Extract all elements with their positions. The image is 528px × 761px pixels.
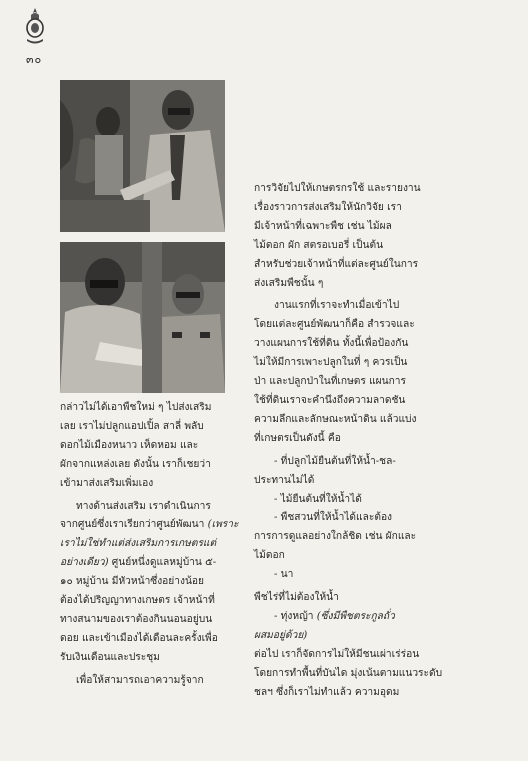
italic-note: ผสมอยู่ด้วย): [254, 629, 308, 641]
bullet-line: - นา: [274, 569, 294, 581]
italic-note: (เพราะ: [207, 519, 239, 531]
photo-middle: [60, 242, 225, 393]
text-line: ไม้ดอก ผัก สตรอเบอรี่ เป็นต้น: [254, 239, 384, 251]
bullet-line: ไม้ดอก: [254, 550, 285, 562]
text-line: วางแผนการใช้ที่ดิน ทั้งนี้เพื่อป้องกัน: [254, 338, 409, 350]
text-line: เลย เราไม่ปลูกแอปเปิ้ล สาลี่ พลับ: [60, 420, 204, 432]
text-line: ความลึกและลักษณะหน้าดิน แล้วแบ่ง: [254, 413, 417, 425]
text-line: ทางด้านส่งเสริม เราดำเนินการ: [76, 500, 211, 512]
text-line: โดยแต่ละศูนย์พัฒนาก็คือ สำรวจและ: [254, 319, 415, 331]
bullet-line: การการดูแลอย่างใกล้ชิด เช่น ผักและ: [254, 531, 417, 543]
text-line: โดยการทำพื้นที่บันได มุ่งเน้นตามแนวระดับ: [254, 667, 443, 679]
text-line: ใช้ที่ดินเราจะคำนึงถึงความลาดชัน: [254, 394, 406, 406]
bullet-line: - ไม้ยืนต้นที่ให้น้ำได้: [274, 493, 362, 505]
left-column-text: [60, 399, 240, 691]
bullet-line: - ที่ปลูกไม้ยืนต้นที่ให้น้ำ-ชล-: [274, 455, 396, 467]
text-line: ป่า และปลูกป่าในที่เกษตร แผนการ: [254, 376, 406, 388]
text-line: มีเจ้าหน้าที่เฉพาะพืช เช่น ไม้ผล: [254, 220, 392, 232]
text-line: ต้องได้ปริญญาทางเกษตร เจ้าหน้าที่: [60, 595, 215, 607]
italic-note: (ซึ่งมีพืชตระกูลถั่ว: [316, 610, 395, 622]
text-line: การวิจัยไปให้เกษตรกรใช้ และรายงาน: [254, 183, 421, 194]
bullet-line: - พืชสวนที่ให้น้ำได้และต้อง: [274, 512, 393, 524]
italic-note: เราไม่ใช่ทำแต่ส่งเสริมการเกษตรแต่: [60, 538, 217, 550]
bullet-line: - ทุ่งหญ้า: [274, 610, 314, 622]
text-line: เพื่อให้สามารถเอาความรู้จาก: [76, 674, 204, 686]
text-line: รับเงินเดือนและประชุม: [60, 651, 160, 663]
text-line: ทางสนามของเราต้องกินนอนอยู่บน: [60, 613, 213, 625]
text-line: ๑๐ หมู่บ้าน มีหัวหน้าซึ่งอย่างน้อย: [60, 576, 205, 588]
photo-top: [60, 80, 225, 232]
italic-note: อย่างเดียว): [60, 557, 109, 569]
text-line: ส่งเสริมพืชนั้น ๆ: [254, 277, 324, 289]
bullet-line: ประทานไม่ได้: [254, 474, 315, 486]
subheading: พืชไร่ที่ไม่ต้องให้น้ำ: [254, 592, 339, 604]
text-line: ชลฯ ซึ่งก็เราไม่ทำแล้ว ความอุดม: [254, 686, 400, 698]
text-line: เรื่องราวการส่งเสริมให้นักวิจัย เรา: [254, 201, 402, 213]
text-line: ไม่ให้มีการเพาะปลูกในที่ ๆ ควรเป็น: [254, 357, 408, 369]
right-column-text: [254, 180, 486, 702]
text-line: จากศูนย์ซึ่งเราเรียกว่าศูนย์พัฒนา: [60, 519, 205, 531]
text-line: ศูนย์หนึ่งดูแลหมู่บ้าน ๕-: [111, 557, 217, 569]
text-line: ที่เกษตรเป็นดังนี้ คือ: [254, 432, 341, 444]
text-line: งานแรกที่เราจะทำเมื่อเข้าไป: [274, 300, 400, 312]
text-line: ผักจากแหล่งเลย ดังนั้น เราก็เชยว่า: [60, 458, 211, 470]
text-line: ดอกไม้เมืองหนาว เห็ดหอม และ: [60, 439, 199, 451]
text-line: ต่อไป เราก็จัดการไม่ให้มีชนเผ่าเร่ร่อน: [254, 648, 420, 660]
text-line: ดอย และเข้าเมืองได้เดือนละครั้งเพื่อ: [60, 632, 218, 644]
text-line: สำหรับช่วยเจ้าหน้าที่แต่ละศูนย์ในการ: [254, 258, 419, 270]
page-number: ๓๐: [26, 53, 43, 66]
royal-emblem-icon: [24, 6, 46, 46]
text-line: กล่าวไม่ได้เอาพืชใหม่ ๆ ไปส่งเสริม: [60, 402, 212, 413]
text-line: เข้ามาส่งเสริมเพิ่มเอง: [60, 477, 154, 489]
